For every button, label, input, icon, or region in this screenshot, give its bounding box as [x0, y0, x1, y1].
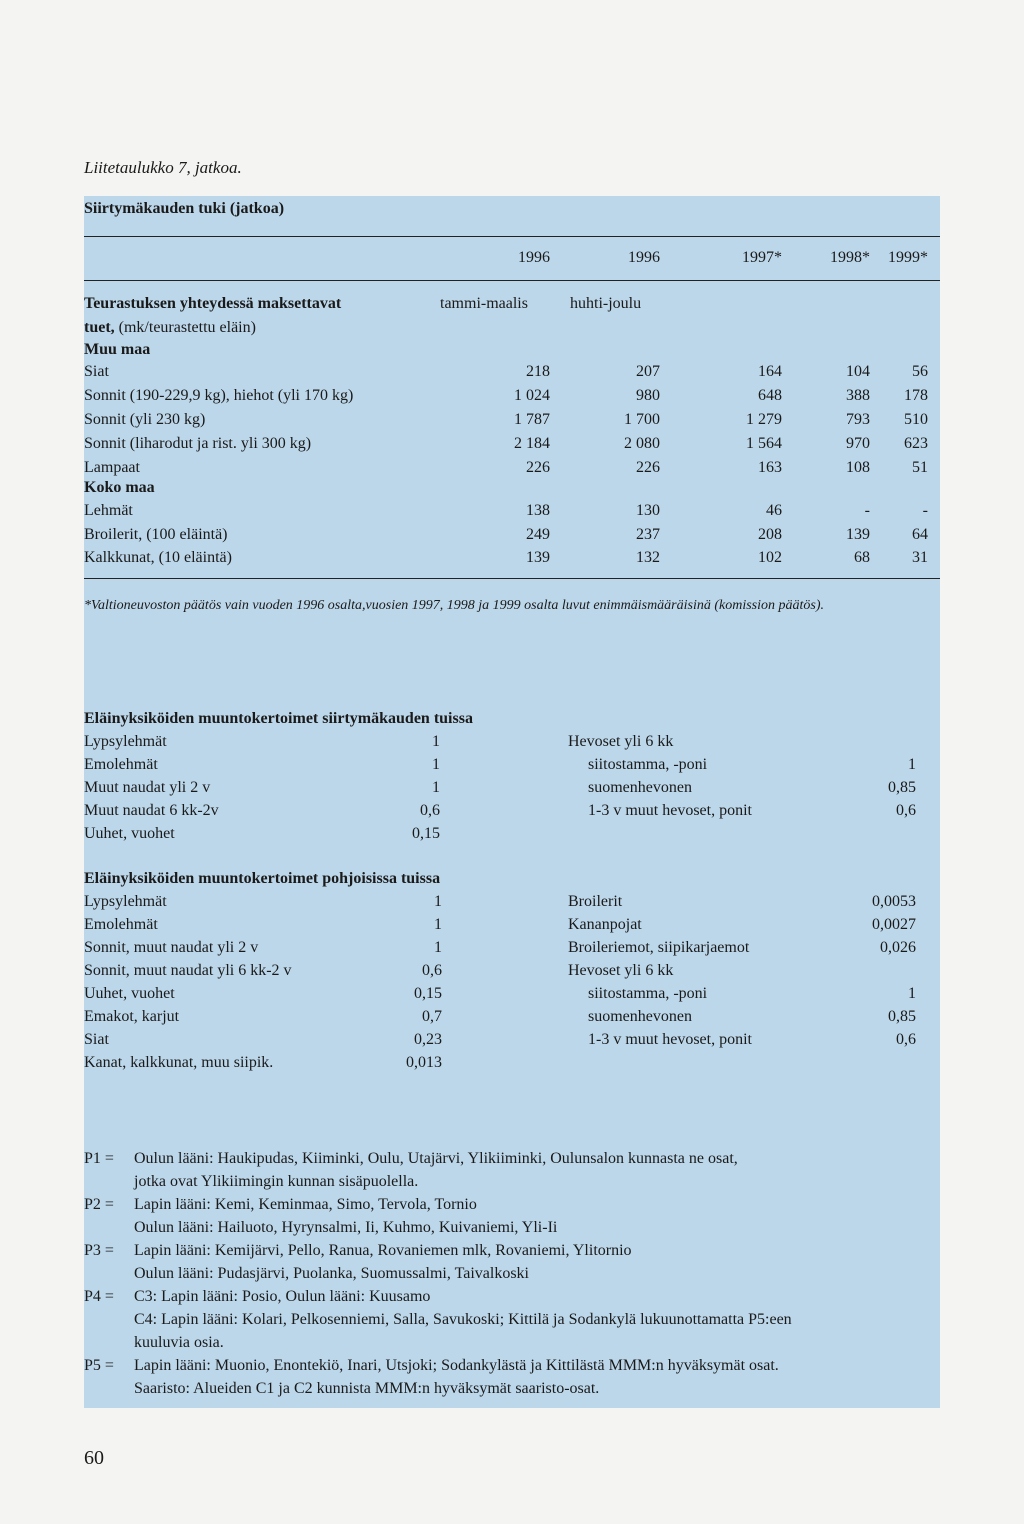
coef-value: 0,6	[422, 962, 442, 979]
region-line: Lapin lääni: Kemijärvi, Pello, Ranua, Rovaniemen mlk, Rovaniemi, Ylitornio	[134, 1242, 632, 1259]
coef-value: 0,85	[888, 1008, 916, 1025]
support-header-line2	[84, 318, 256, 338]
row-value: 56	[912, 363, 928, 380]
row-value: 2 184	[514, 435, 550, 452]
row-value: 1 700	[624, 411, 660, 428]
row-label: Siat	[84, 363, 109, 380]
row-value: 388	[846, 387, 870, 404]
coef-value: 0,0027	[872, 916, 916, 933]
row-value: 226	[526, 459, 550, 476]
row-label: Lampaat	[84, 459, 140, 476]
coef-value: 1	[432, 756, 440, 773]
row-value: 249	[526, 525, 550, 543]
row-label: Lehmät	[84, 502, 133, 519]
row-value: 510	[904, 411, 928, 428]
coef-label: siitostamma, -poni	[588, 756, 708, 773]
row-value: -	[922, 502, 928, 519]
group-heading-koko-maa: Koko maa	[84, 479, 155, 496]
row-value: 130	[636, 502, 660, 519]
year-col-2: 1996	[628, 249, 660, 266]
coef-label: Lypsylehmät	[84, 733, 167, 750]
year-col-5: 1999*	[888, 249, 928, 266]
row-value: 104	[846, 363, 870, 380]
table-header-rule	[84, 280, 940, 281]
region-code: P2 =	[84, 1196, 114, 1213]
row-value: 139	[846, 525, 870, 543]
row-label: Sonnit (yli 230 kg)	[84, 411, 206, 428]
footnote: *Valtioneuvoston päätös vain vuoden 1996 osalta,vuosien 1997, 1998 ja 1999 osalta luvut enimmäismääräisinä (komission päätös).	[84, 598, 825, 613]
table-bottom-rule	[84, 578, 940, 579]
row-label: Kalkkunat, (10 eläintä)	[84, 549, 232, 566]
region-line: Lapin lääni: Kemi, Keminmaa, Simo, Tervola, Tornio	[134, 1196, 477, 1213]
coef-value: 0,026	[880, 939, 916, 956]
coef-value: 1	[908, 985, 916, 1002]
row-value: 1 024	[514, 387, 550, 404]
row-value: 237	[636, 525, 660, 543]
coef-label: Hevoset yli 6 kk	[568, 733, 674, 750]
period-col-2: huhti-joulu	[570, 295, 642, 312]
row-value: 207	[636, 363, 660, 380]
row-value: 102	[758, 549, 782, 566]
row-value: 793	[846, 411, 870, 428]
coef-label: Kananpojat	[568, 916, 642, 933]
coef-value: 1	[434, 939, 442, 956]
year-col-1: 1996	[518, 249, 550, 266]
table-caption: Liitetaulukko 7, jatkoa.	[84, 158, 242, 177]
coef-label: Sonnit, muut naudat yli 6 kk-2 v	[84, 962, 292, 979]
coef-value: 0,15	[412, 825, 440, 842]
coef-label: Sonnit, muut naudat yli 2 v	[84, 939, 259, 956]
row-value: 623	[904, 435, 928, 452]
region-line: Oulun lääni: Hailuoto, Hyrynsalmi, Ii, Kuhmo, Kuivaniemi, Yli-Ii	[134, 1219, 558, 1236]
period-col-1: tammi-maalis	[440, 295, 528, 312]
coef-value: 0,85	[888, 779, 916, 796]
coef-label: Uuhet, vuohet	[84, 825, 175, 842]
row-label: Sonnit (liharodut ja rist. yli 300 kg)	[84, 435, 312, 452]
row-value: 2 080	[624, 435, 660, 452]
coef-label: Broilerit	[568, 893, 623, 910]
year-col-3: 1997*	[742, 249, 782, 266]
region-line: Saaristo: Alueiden C1 ja C2 kunnista MMM:n hyväksymät saaristo-osat.	[134, 1380, 600, 1397]
row-value: 980	[636, 387, 660, 404]
coef-value: 0,013	[406, 1054, 442, 1071]
support-header-line1	[84, 294, 341, 314]
coef-label: siitostamma, -poni	[588, 985, 708, 1002]
page-number: 60	[84, 1447, 104, 1469]
coef-label: Lypsylehmät	[84, 893, 167, 910]
coef-value: 1	[432, 779, 440, 796]
table-top-rule	[84, 236, 940, 237]
row-label: Sonnit (190-229,9 kg), hiehot (yli 170 kg)	[84, 387, 354, 404]
coef-value: 1	[434, 916, 442, 933]
coef2-title: Eläinyksiköiden muuntokertoimet pohjoisissa tuissa	[84, 870, 441, 887]
coef-label: Emolehmät	[84, 916, 158, 933]
row-value: 64	[912, 525, 928, 543]
coef-label: Emolehmät	[84, 756, 158, 773]
region-line: kuuluvia osia.	[134, 1334, 224, 1351]
row-value: 1 787	[514, 411, 550, 428]
row-value: 218	[526, 363, 550, 380]
coef-label: suomenhevonen	[588, 779, 692, 796]
row-value: 164	[758, 363, 782, 380]
row-value: 970	[846, 435, 870, 452]
coef-label: Siat	[84, 1031, 109, 1048]
region-code: P4 =	[84, 1288, 114, 1305]
row-value: 46	[766, 502, 782, 519]
coef-label: Muut naudat 6 kk-2v	[84, 802, 219, 819]
coef-label: Kanat, kalkkunat, muu siipik.	[84, 1054, 274, 1071]
coef-value: 0,6	[896, 1031, 916, 1048]
coef-value: 0,6	[896, 802, 916, 819]
coef-value: 1	[908, 756, 916, 773]
coef-value: 0,6	[420, 802, 440, 819]
coef-label: Uuhet, vuohet	[84, 985, 175, 1002]
coef-value: 0,0053	[872, 893, 916, 910]
row-label: Broilerit, (100 eläintä)	[84, 525, 228, 543]
region-line: C4: Lapin lääni: Kolari, Pelkosenniemi, Salla, Savukoski; Kittilä ja Sodankylä lukuunottamatta P5:een	[134, 1311, 792, 1328]
row-value: 226	[636, 459, 660, 476]
row-value: -	[864, 502, 870, 519]
coef-label: Broileriemot, siipikarjaemot	[568, 939, 750, 956]
region-code: P5 =	[84, 1357, 114, 1374]
region-line: Oulun lääni: Pudasjärvi, Puolanka, Suomussalmi, Taivalkoski	[134, 1265, 529, 1282]
row-value: 648	[758, 387, 782, 404]
row-value: 208	[758, 525, 782, 543]
coef1-title: Eläinyksiköiden muuntokertoimet siirtymäkauden tuissa	[84, 710, 473, 727]
coef-label: 1-3 v muut hevoset, ponit	[588, 1031, 752, 1048]
coef-value: 1	[432, 733, 440, 750]
support-header-unit: (mk/teurastettu eläin)	[118, 319, 256, 336]
coef-label: Emakot, karjut	[84, 1008, 180, 1025]
row-value: 68	[854, 549, 870, 566]
coef-value: 1	[434, 893, 442, 910]
coef-value: 0,7	[422, 1008, 442, 1025]
row-value: 108	[846, 459, 870, 476]
coef-value: 0,15	[414, 985, 442, 1002]
row-value: 139	[526, 549, 550, 566]
region-code: P3 =	[84, 1242, 114, 1259]
region-line: Lapin lääni: Muonio, Enontekiö, Inari, Utsjoki; Sodankylästä ja Kittilästä MMM:n hyväksymät osat.	[134, 1357, 779, 1374]
region-code: P1 =	[84, 1150, 114, 1167]
coef-value: 0,23	[414, 1031, 442, 1048]
row-value: 138	[526, 502, 550, 519]
row-value: 31	[912, 549, 928, 566]
row-value: 1 279	[746, 411, 782, 428]
region-line: Oulun lääni: Haukipudas, Kiiminki, Oulu, Utajärvi, Ylikiiminki, Oulunsalon kunnasta ne osat,	[134, 1150, 738, 1167]
region-line: C3: Lapin lääni: Posio, Oulun lääni: Kuusamo	[134, 1288, 431, 1305]
row-value: 132	[636, 549, 660, 566]
year-col-4: 1998*	[830, 249, 870, 266]
coef-label: 1-3 v muut hevoset, ponit	[588, 802, 752, 819]
group-heading-muu-maa: Muu maa	[84, 341, 151, 358]
row-value: 1 564	[746, 435, 782, 452]
row-value: 51	[912, 459, 928, 476]
coef-label: Hevoset yli 6 kk	[568, 962, 674, 979]
support-header-bold: Teurastuksen yhteydessä maksettavat	[84, 295, 342, 312]
section-title: Siirtymäkauden tuki (jatkoa)	[84, 200, 285, 217]
support-header-bold2: tuet,	[84, 319, 115, 336]
row-value: 178	[904, 387, 928, 404]
coef-label: Muut naudat yli 2 v	[84, 779, 211, 796]
coef-label: suomenhevonen	[588, 1008, 692, 1025]
region-line: jotka ovat Ylikiimingin kunnan sisäpuolella.	[134, 1173, 419, 1190]
row-value: 163	[758, 459, 782, 476]
